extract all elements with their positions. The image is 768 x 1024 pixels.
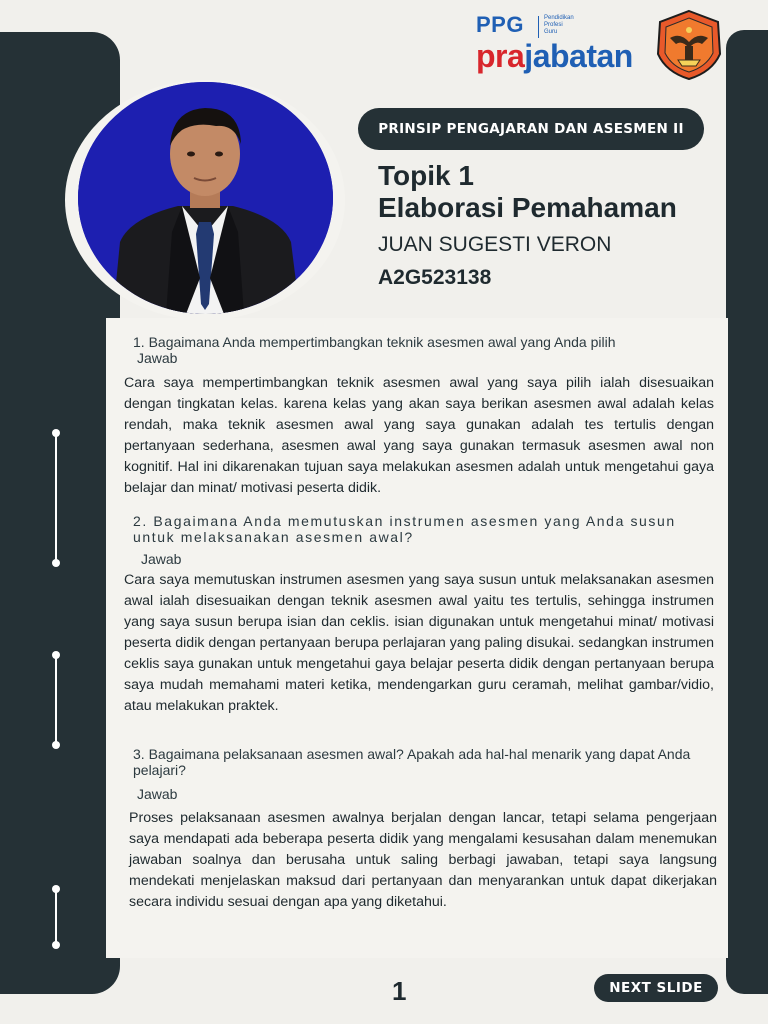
logo-sub-line: Profesi [544, 22, 563, 28]
jawab-label-3: Jawab [137, 786, 178, 802]
student-name: JUAN SUGESTI VERON [378, 233, 612, 256]
jawab-label-2: Jawab [141, 551, 182, 567]
topic-title: Topik 1 Elaborasi Pemahaman [378, 160, 677, 223]
decorative-line-top [55, 432, 57, 564]
right-dark-panel [726, 30, 768, 994]
logo-pra: pra [476, 38, 525, 74]
logo-subtitle [544, 15, 574, 36]
logo-separator [538, 16, 539, 38]
answer-2: Cara saya memutuskan instrumen asesmen yang saya susun untuk melaksanakan asesmen awal ialah disesuaikan dengan teknik asesmen awal yaitu tes tertulis, sehingga instrumen yang saya susun berupa isian dan ceklis. isian digunakan untuk mengetahui minat/ motivasi peserta didik dengan pertanyaan berupa perlajaran yang paling disukai. sedangkan instrumen ceklis saya gunakan untuk mengetahui gaya belajar peserta didik dengan pertanyaan berupa saya mudah memahami materi ketika, mendengarkan guru ceramah, melihat gambar/vidio, atau melakukan praktek. [124, 572, 714, 714]
next-slide-button[interactable]: NEXT SLIDE [594, 974, 718, 1002]
decorative-line-middle [55, 654, 57, 746]
answer-3: Proses pelaksanaan asesmen awalnya berjalan dengan lancar, tetapi selama pengerjaan saya mendapati ada beberapa peserta didik yang mengalami kesusahan dalam menemukan jawaban soalnya dan berusaha untuk saling berbagi jawaban, tetapi saya langsung mendekati menjelaskan maksud dari pertanyaan dan menyarankan untuk dapat dikerjakan secara individu sesuai dengan apa yang diketahui. [129, 810, 717, 910]
question-1: 1. Bagaimana Anda mempertimbangkan teknik asesmen awal yang Anda pilih [133, 334, 616, 350]
university-emblem-icon [652, 8, 726, 82]
question-3: 3. Bagaimana pelaksanaan asesmen awal? Apakah ada hal-hal menarik yang dapat Anda pelajari? [133, 746, 691, 778]
decorative-line-bottom [55, 888, 57, 946]
jawab-label-1: Jawab [137, 350, 178, 366]
answer-1: Cara saya mempertimbangkan teknik asesmen awal yang saya pilih ialah disesuaikan dengan tingkatan kelas. karena kelas yang akan saya berikan asesmen awal adalah kelas rendah, maka teknik asesmen awal yang saya gunakan adalah tes tertulis dengan pertanyaan sederhana, asesmen awal yang saya gunakan termasuk asesmen awal non kognitif. Hal ini dikarenakan tujuan saya melakukan asesmen adalah untuk mengetahui gaya belajar dan minat/ motivasi peserta didik. [124, 375, 714, 496]
ppg-prajabatan-logo [476, 12, 646, 74]
page-number: 1 [392, 976, 407, 1006]
student-portrait-icon [78, 82, 333, 314]
student-id: A2G523138 [378, 266, 492, 289]
student-photo [78, 82, 333, 314]
question-2: 2. Bagaimana Anda memutuskan instrumen asesmen yang Anda susun untuk melaksanakan asesmen awal? [133, 513, 676, 545]
logo-jabatan: jabatan [524, 38, 633, 74]
logo-sub-line: Guru [544, 29, 558, 35]
logo-ppg-text: PPG [476, 12, 524, 37]
logo-prajabatan-text [476, 38, 633, 75]
course-title-pill: PRINSIP PENGAJARAN DAN ASESMEN II [358, 108, 704, 150]
logo-sub-line: Pendidikan [544, 15, 574, 21]
